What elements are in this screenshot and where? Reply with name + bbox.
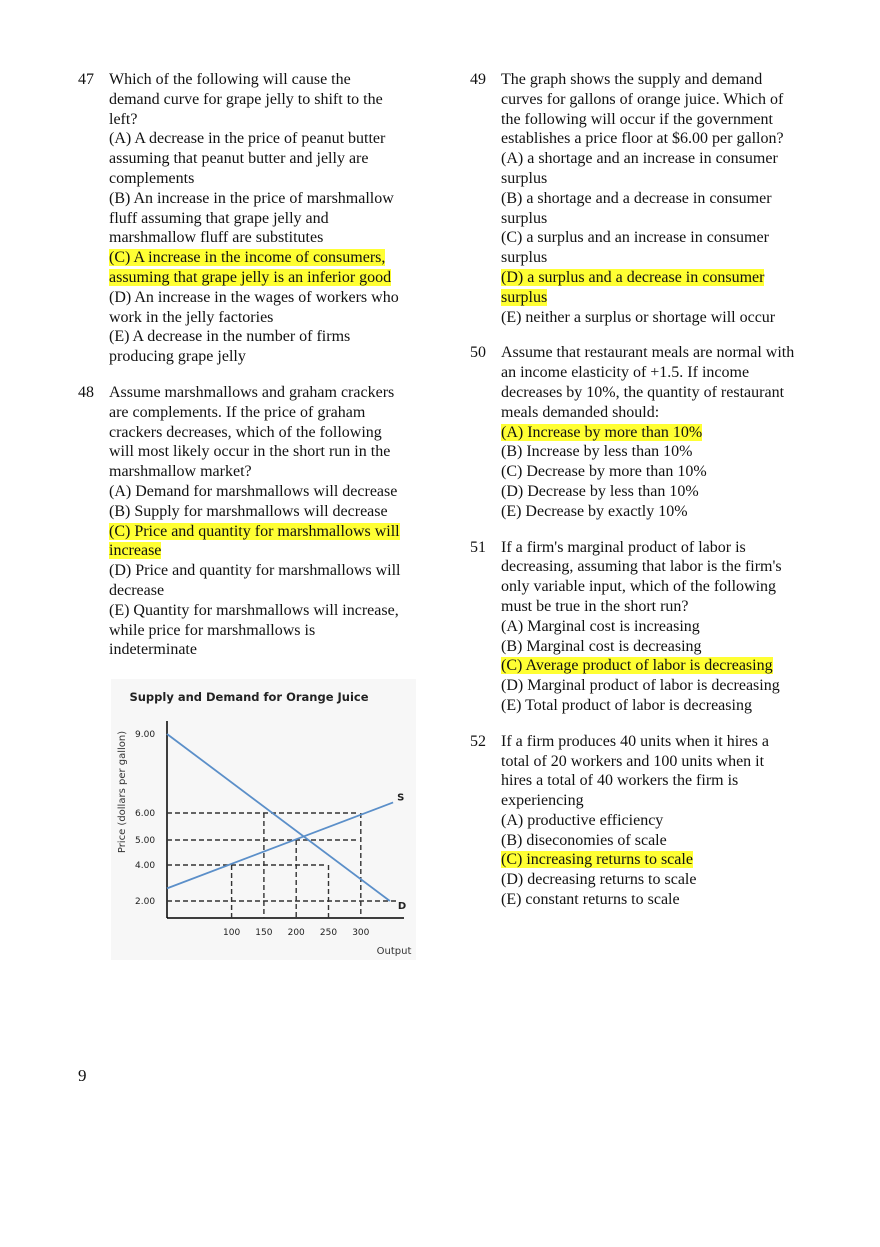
- line-text: (A) Marginal cost is increasing: [501, 617, 700, 635]
- question-line: [109, 228, 423, 248]
- question-line: [501, 403, 815, 423]
- highlighted-answer-text: increase: [109, 542, 162, 560]
- line-text: (C) a surplus and an increase in consumer: [501, 229, 769, 247]
- x-tick-label: 100: [223, 928, 241, 938]
- line-text: (D) An increase in the wages of workers who: [109, 288, 399, 306]
- line-text: producing grape jelly: [109, 348, 246, 366]
- chart-title: Supply and Demand for Orange Juice: [129, 690, 369, 704]
- question-line: [109, 129, 423, 149]
- question-line: [501, 482, 815, 502]
- question-line: [109, 189, 423, 209]
- question-line: [109, 288, 423, 308]
- line-text: decrease: [109, 581, 165, 599]
- line-text: Assume that restaurant meals are normal with: [501, 344, 795, 362]
- question-line: [109, 308, 423, 328]
- line-text: experiencing: [501, 792, 584, 810]
- line-text: hires a total of 40 workers the firm is: [501, 772, 739, 790]
- question-line: [109, 423, 423, 443]
- line-text: (E) constant returns to scale: [501, 891, 680, 909]
- y-axis-label: Price (dollars per gallon): [117, 730, 128, 854]
- line-text: establishes a price floor at $6.00 per gallon?: [501, 130, 784, 148]
- chart-svg: [111, 679, 416, 960]
- line-text: (B) Marginal cost is decreasing: [501, 637, 702, 655]
- line-text: the following will occur if the government: [501, 110, 773, 128]
- line-text: must be true in the short run?: [501, 597, 689, 615]
- question-line: [109, 462, 423, 482]
- question-text: [501, 70, 815, 327]
- line-text: (A) A decrease in the price of peanut butter: [109, 130, 386, 148]
- series-line-s: [167, 802, 393, 888]
- question-line: [109, 327, 423, 347]
- question-line: [501, 228, 815, 248]
- question-line: [109, 209, 423, 229]
- line-text: (B) An increase in the price of marshmallow: [109, 189, 394, 207]
- supply-demand-chart: [111, 679, 416, 960]
- series-label: D: [397, 901, 407, 912]
- question-line: [109, 640, 423, 660]
- line-text: curves for gallons of orange juice. Which of: [501, 90, 784, 108]
- question-line: [501, 791, 815, 811]
- x-tick-label: 150: [255, 928, 273, 938]
- highlighted-answer-text: (C) Average product of labor is decreasing: [501, 657, 773, 675]
- question-line: [109, 268, 423, 288]
- question-line: [501, 538, 815, 558]
- question-line: [501, 597, 815, 617]
- line-text: (E) neither a surplus or shortage will occur: [501, 308, 776, 326]
- question-line: [109, 621, 423, 641]
- line-text: (B) Increase by less than 10%: [501, 443, 693, 461]
- question-line: [501, 169, 815, 189]
- question-line: [501, 637, 815, 657]
- question-line: [109, 502, 423, 522]
- line-text: (A) productive efficiency: [501, 811, 664, 829]
- line-text: an income elasticity of +1.5. If income: [501, 364, 750, 382]
- question-line: [501, 129, 815, 149]
- highlighted-answer-text: (D) a surplus and a decrease in consumer: [501, 268, 765, 286]
- question-line: [109, 248, 423, 268]
- question-line: [501, 831, 815, 851]
- question-line: [501, 110, 815, 130]
- line-text: assuming that peanut butter and jelly are: [109, 150, 369, 168]
- question-line: [109, 169, 423, 189]
- question-line: [501, 189, 815, 209]
- question-line: [109, 581, 423, 601]
- x-tick-label: 250: [319, 928, 338, 938]
- y-tick-label: 4.00: [135, 861, 156, 871]
- line-text: (C) Decrease by more than 10%: [501, 463, 707, 481]
- line-text: surplus: [501, 209, 548, 227]
- question-line: [109, 90, 423, 110]
- y-tick-label: 6.00: [135, 809, 156, 819]
- question-52: [470, 732, 815, 910]
- line-text: (E) Decrease by exactly 10%: [501, 502, 688, 520]
- question-line: [501, 811, 815, 831]
- highlighted-answer-text: (C) A increase in the income of consumers,: [109, 249, 386, 267]
- y-tick-label: 2.00: [135, 897, 156, 907]
- line-text: (D) Marginal product of labor is decreasing: [501, 677, 780, 695]
- question-line: [501, 383, 815, 403]
- question-line: [501, 363, 815, 383]
- line-text: while price for marshmallows is: [109, 621, 316, 639]
- question-line: [109, 541, 423, 561]
- question-line: [501, 149, 815, 169]
- question-text: [501, 732, 815, 910]
- question-line: [501, 70, 815, 90]
- highlighted-answer-text: surplus: [501, 288, 548, 306]
- question-line: [501, 771, 815, 791]
- question-line: [109, 601, 423, 621]
- question-line: [501, 850, 815, 870]
- question-line: [501, 288, 815, 308]
- question-line: [501, 209, 815, 229]
- guide-lines: [167, 813, 396, 918]
- question-number: 52: [470, 732, 486, 750]
- question-line: [501, 890, 815, 910]
- question-line: [501, 90, 815, 110]
- question-51: [470, 538, 815, 716]
- question-number: 48: [78, 383, 94, 401]
- line-text: (E) A decrease in the number of firms: [109, 328, 351, 346]
- line-text: (D) decreasing returns to scale: [501, 871, 697, 889]
- question-line: [501, 423, 815, 443]
- line-text: meals demanded should:: [501, 403, 660, 421]
- line-text: demand curve for grape jelly to shift to the: [109, 90, 383, 108]
- line-text: are complements. If the price of graham: [109, 403, 366, 421]
- question-line: [501, 557, 815, 577]
- question-line: [501, 617, 815, 637]
- question-line: [501, 577, 815, 597]
- tick-labels: [135, 730, 370, 938]
- line-text: (D) Decrease by less than 10%: [501, 482, 699, 500]
- line-text: only variable input, which of the following: [501, 578, 777, 596]
- line-text: (B) Supply for marshmallows will decrease: [109, 502, 388, 520]
- highlighted-answer-text: assuming that grape jelly is an inferior good: [109, 268, 392, 286]
- line-text: fluff assuming that grape jelly and: [109, 209, 329, 227]
- line-text: indeterminate: [109, 641, 197, 659]
- line-text: marshmallow fluff are substitutes: [109, 229, 324, 247]
- line-text: The graph shows the supply and demand: [501, 71, 763, 88]
- question-number: 49: [470, 71, 486, 88]
- line-text: (D) Price and quantity for marshmallows will: [109, 562, 401, 580]
- question-48: [78, 383, 423, 660]
- line-text: work in the jelly factories: [109, 308, 274, 326]
- question-line: [109, 347, 423, 367]
- question-line: [501, 462, 815, 482]
- question-line: [501, 248, 815, 268]
- line-text: (A) a shortage and an increase in consumer: [501, 150, 778, 168]
- question-line: [109, 149, 423, 169]
- question-line: [109, 403, 423, 423]
- question-line: [501, 732, 815, 752]
- question-line: [501, 308, 815, 328]
- line-text: will most likely occur in the short run in the: [109, 443, 391, 461]
- question-text: [109, 383, 423, 660]
- question-47: [78, 70, 423, 367]
- line-text: Which of the following will cause the: [109, 71, 351, 88]
- line-text: If a firm produces 40 units when it hires a: [501, 732, 769, 750]
- line-text: (E) Total product of labor is decreasing: [501, 696, 752, 714]
- question-text: [109, 70, 423, 367]
- highlighted-answer-text: (A) Increase by more than 10%: [501, 423, 703, 441]
- question-line: [501, 343, 815, 363]
- x-tick-label: 300: [352, 928, 370, 938]
- series-lines: [167, 734, 406, 912]
- question-line: [109, 482, 423, 502]
- question-line: [501, 268, 815, 288]
- question-50: [470, 343, 815, 521]
- question-line: [109, 561, 423, 581]
- question-line: [501, 752, 815, 772]
- question-line: [501, 502, 815, 522]
- question-line: [109, 522, 423, 542]
- question-line: [501, 696, 815, 716]
- highlighted-answer-text: (C) Price and quantity for marshmallows will: [109, 522, 400, 540]
- line-text: If a firm's marginal product of labor is: [501, 538, 746, 556]
- y-tick-label: 9.00: [135, 730, 156, 740]
- series-label: S: [397, 792, 405, 804]
- right-column: [470, 70, 815, 910]
- question-number: 51: [470, 538, 486, 556]
- question-text: [501, 343, 815, 521]
- line-text: (A) Demand for marshmallows will decrease: [109, 482, 398, 500]
- question-line: [109, 383, 423, 403]
- y-tick-label: 5.00: [135, 836, 156, 846]
- line-text: (B) a shortage and a decrease in consumer: [501, 189, 772, 207]
- x-tick-label: 200: [287, 928, 305, 938]
- line-text: surplus: [501, 169, 548, 187]
- question-line: [501, 676, 815, 696]
- line-text: left?: [109, 110, 138, 128]
- question-number: 47: [78, 71, 94, 88]
- question-text: [501, 538, 815, 716]
- question-number: 50: [470, 344, 486, 362]
- line-text: (B) diseconomies of scale: [501, 831, 667, 849]
- line-text: decreases by 10%, the quantity of restaurant: [501, 383, 785, 401]
- line-text: complements: [109, 169, 195, 187]
- line-text: Assume marshmallows and graham crackers: [109, 383, 395, 401]
- line-text: surplus: [501, 249, 548, 267]
- line-text: crackers decreases, which of the following: [109, 423, 382, 441]
- question-line: [109, 70, 423, 90]
- left-column: [78, 70, 423, 660]
- line-text: total of 20 workers and 100 units when it: [501, 752, 765, 770]
- question-line: [501, 870, 815, 890]
- question-line: [501, 656, 815, 676]
- line-text: (E) Quantity for marshmallows will increase,: [109, 601, 399, 619]
- page-number: 9: [78, 1066, 87, 1085]
- line-text: marshmallow market?: [109, 463, 252, 481]
- question-line: [109, 442, 423, 462]
- question-line: [501, 442, 815, 462]
- line-text: decreasing, assuming that labor is the firm's: [501, 558, 782, 576]
- question-line: [109, 110, 423, 130]
- highlighted-answer-text: (C) increasing returns to scale: [501, 851, 693, 869]
- x-axis-label: Output: [376, 946, 412, 957]
- question-49: [470, 70, 815, 327]
